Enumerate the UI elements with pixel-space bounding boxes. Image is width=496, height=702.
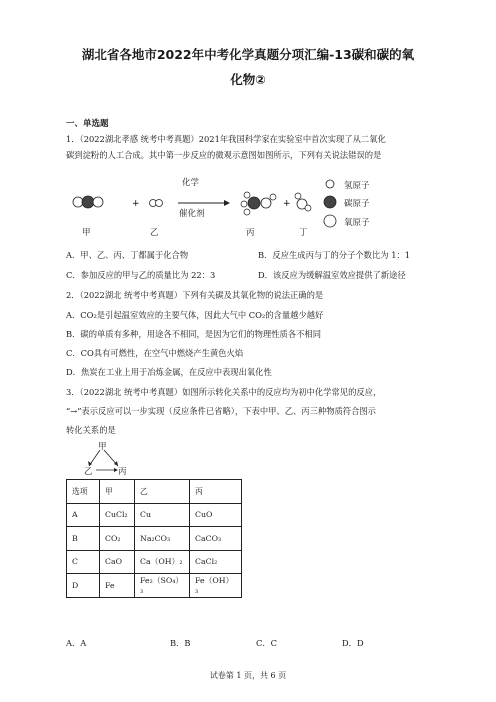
legend-oxygen-icon [324, 215, 336, 227]
table-cell: Fe₂（SO₄）₃ [135, 574, 190, 598]
molecule-jia-icon [73, 196, 103, 208]
table-cell: CaCO₃ [190, 527, 242, 551]
legend-hydrogen-icon [326, 180, 334, 188]
document-title [60, 42, 436, 92]
label-bing: 丙 [246, 228, 255, 238]
arrow-label-bottom: 催化剂 [179, 209, 205, 219]
q2-option-d: D．焦炭在工业上用于冶炼金属，在反应中表现出氧化性 [66, 367, 272, 377]
table-row [67, 574, 242, 598]
label-yi: 乙 [150, 228, 159, 238]
q1-option-a: A．甲、乙、丙、丁都属于化合物 [66, 250, 189, 260]
table-cell: CuCl₂ [100, 503, 135, 527]
table-cell: CaO [100, 550, 135, 574]
q3-options-table [66, 479, 242, 598]
q3-stem-line-3: 转化关系的是 [66, 425, 116, 435]
table-row [67, 527, 242, 551]
table-cell: Fe [100, 574, 135, 598]
q3-transform-diagram [84, 444, 144, 476]
plus-sign-2: + [283, 199, 291, 209]
q3-answer-b: B．B [170, 638, 191, 648]
table-header-cell: 选项 [67, 480, 100, 504]
table-cell: CO₂ [100, 527, 135, 551]
q2-stem: 2．（2022湖北 统考中考真题）下列有关碳及其氧化物的说法正确的是 [66, 290, 324, 300]
transform-arrows-svg [84, 444, 144, 476]
q3-stem-line-1: 3．（2022湖北 统考中考真题）如图所示转化关系中的反应均为初中化学常见的反应， [66, 387, 382, 397]
label-ding: 丁 [299, 228, 308, 238]
table-cell: CuO [190, 503, 242, 527]
legend-oxygen-label: 氧原子 [344, 218, 370, 228]
molecule-bing-icon [241, 192, 276, 215]
tri-label-yi: 乙 [84, 467, 93, 477]
title-line-1: 湖北省各地市2022年中考化学真题分项汇编-13碳和碳的氧 [81, 47, 415, 62]
section-heading: 一、单选题 [66, 119, 109, 129]
q1-option-d: D．该反应为缓解温室效应提供了新途径 [258, 270, 406, 280]
table-cell: Na₂CO₃ [135, 527, 190, 551]
table-cell: Fe（OH）₃ [190, 574, 242, 598]
q1-stem-line-2: 碳到淀粉的人工合成。其中第一步反应的微观示意图如图所示，下列有关说法错误的是 [66, 150, 382, 160]
reaction-arrow-head [224, 200, 230, 206]
q1-option-b: B．反应生成丙与丁的分子个数比为 1：1 [258, 250, 411, 260]
q2-option-b: B．碳的单质有多种，用途各不相同，是因为它们的物理性质各不相同 [66, 329, 322, 339]
table-header-cell: 乙 [135, 480, 190, 504]
legend-carbon-label: 碳原子 [344, 199, 370, 209]
label-jia: 甲 [82, 228, 91, 238]
table-cell: Cu [135, 503, 190, 527]
table-row [67, 503, 242, 527]
q1-option-c: C．参加反应的甲与乙的质量比为 22：3 [66, 270, 216, 280]
table-cell: Ca（OH）₂ [135, 550, 190, 574]
table-cell: CaCl₂ [190, 550, 242, 574]
tri-label-jia: 甲 [98, 442, 107, 452]
q3-stem-line-2: “→”表示反应可以一步实现（反应条件已省略），下表中甲、乙、丙三种物质符合图示 [66, 406, 376, 416]
q3-answer-a: A．A [66, 638, 87, 648]
table-header-cell: 丙 [190, 480, 242, 504]
table-header-cell: 甲 [100, 480, 135, 504]
table-cell: C [67, 550, 100, 574]
q3-answer-d: D．D [342, 638, 364, 648]
arrow-label-top: 化学 [182, 178, 200, 188]
q2-option-c: C．CO具有可燃性，在空气中燃烧产生黄色火焰 [66, 348, 244, 358]
table-cell: D [67, 574, 100, 598]
table-header-row [67, 480, 242, 504]
tri-label-bing: 丙 [118, 467, 127, 477]
plus-sign-1: + [132, 199, 140, 209]
legend-hydrogen-label: 氢原子 [344, 181, 370, 191]
title-line-2: 化物② [230, 72, 266, 87]
molecule-yi-icon [150, 200, 163, 207]
q2-option-a: A．CO₂是引起温室效应的主要气体，因此大气中 CO₂的含量越少越好 [66, 310, 324, 320]
molecule-ding-icon [295, 193, 311, 211]
table-row [67, 550, 242, 574]
page-footer: 试卷第 1 页，共 6 页 [209, 671, 287, 680]
table-cell: A [67, 503, 100, 527]
table-cell: B [67, 527, 100, 551]
q3-answer-c: C．C [256, 638, 277, 648]
q1-stem-line-1: 1．（2022湖北孝感 统考中考真题）2021年我国科学家在实验室中首次实现了从二氧化 [66, 134, 386, 144]
legend-carbon-icon [324, 196, 336, 208]
